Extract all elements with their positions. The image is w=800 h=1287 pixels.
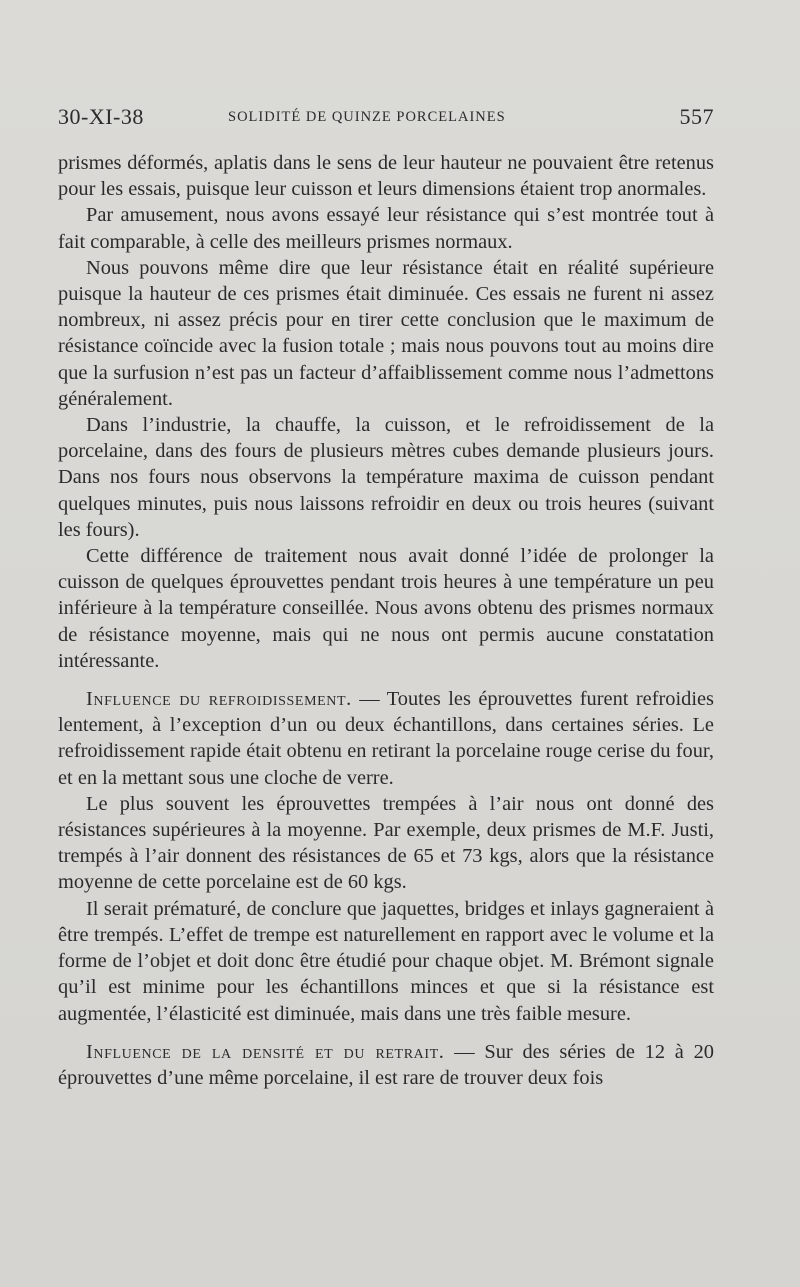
header-date: 30-XI-38 — [58, 104, 144, 129]
section-heading-refroidissement: Influence du refroidissement. — [86, 688, 352, 711]
paragraph-traitement: Cette différence de traitement nous avait donné l’idée de prolonger la cuisson de quelques éprouvettes pendant trois heures à une température un peu inférieure à la température conseillée. Nous avons obtenu des prismes normaux de résistance moyenne, mais qui ne nous ont permis aucune constatation intéressante. — [58, 545, 714, 672]
section-text-refroidissement: — Toutes les éprouvettes furent refroidies lentement, à l’exception d’un ou deux échantillons, dans certaines séries. Le refroidissement rapide était obtenu en retirant la porcelaine rouge cerise du four, et en la mettant sous une cloche de verre. — [58, 688, 714, 789]
section-refroidissement — [58, 686, 714, 791]
body-text — [58, 150, 714, 1091]
page-number: 557 — [679, 104, 714, 129]
section-heading-densite: Influence de la densité et du retrait. — [86, 1040, 445, 1063]
section-text-densite: — Sur des séries de 12 à 20 éprouvettes d’une même porcelaine, il est rare de trouver deux fois — [58, 1040, 714, 1089]
paragraph-resistance: Nous pouvons même dire que leur résistance était en réalité supérieure puisque la hauteur de ces prismes était diminuée. Ces essais ne furent ni assez nombreux, ni assez précis pour en tirer cette conclusion que le maximum de résistance coïncide avec la fusion totale ; mais nous pouvons tout au moins dire que la surfusion n’est pas un facteur d’affaiblissement comme nous l’admettons généralement. — [58, 256, 714, 410]
header-title: SOLIDITÉ DE QUINZE PORCELAINES — [228, 109, 506, 125]
paragraph-trempees: Le plus souvent les éprouvettes trempées à l’air nous ont donné des résistances supérieures à la moyenne. Par exemple, deux prismes de M.F. Justi, trempés à l’air donnent des résistances de 65 et 73 kgs, alors que la résistance moyenne de cette porcelaine est de 60 kgs. — [58, 792, 714, 894]
paragraph-industrie: Dans l’industrie, la chauffe, la cuisson, et le refroidissement de la porcelaine, dans des fours de plusieurs mètres cubes demande plusieurs jours. Dans nos fours nous observons la température maxima de cuisson pendant quelques minutes, puis nous laissons refroidir en deux ou trois heures (suivant les fours). — [58, 414, 714, 541]
paragraph-premature: Il serait prématuré, de conclure que jaquettes, bridges et inlays gagneraient à être trempés. L’effet de trempe est naturellement en rapport avec le volume et la forme de l’objet et doit donc être étudié pour chaque objet. M. Brémont signale qu’il est minime pour les échantillons minces et que si la résistance est augmentée, l’élasticité est diminuée, mais dans une très faible mesure. — [58, 897, 714, 1025]
paragraph-continuation: prismes déformés, aplatis dans le sens de leur hauteur ne pouvaient être retenus pour les essais, puisque leur cuisson et leurs dimensions étaient trop anormales. — [58, 152, 714, 201]
paragraph-amusement: Par amusement, nous avons essayé leur résistance qui s’est montrée tout à fait comparable, à celle des meilleurs prismes normaux. — [58, 204, 714, 253]
running-head — [58, 104, 714, 136]
section-densite — [58, 1039, 714, 1091]
